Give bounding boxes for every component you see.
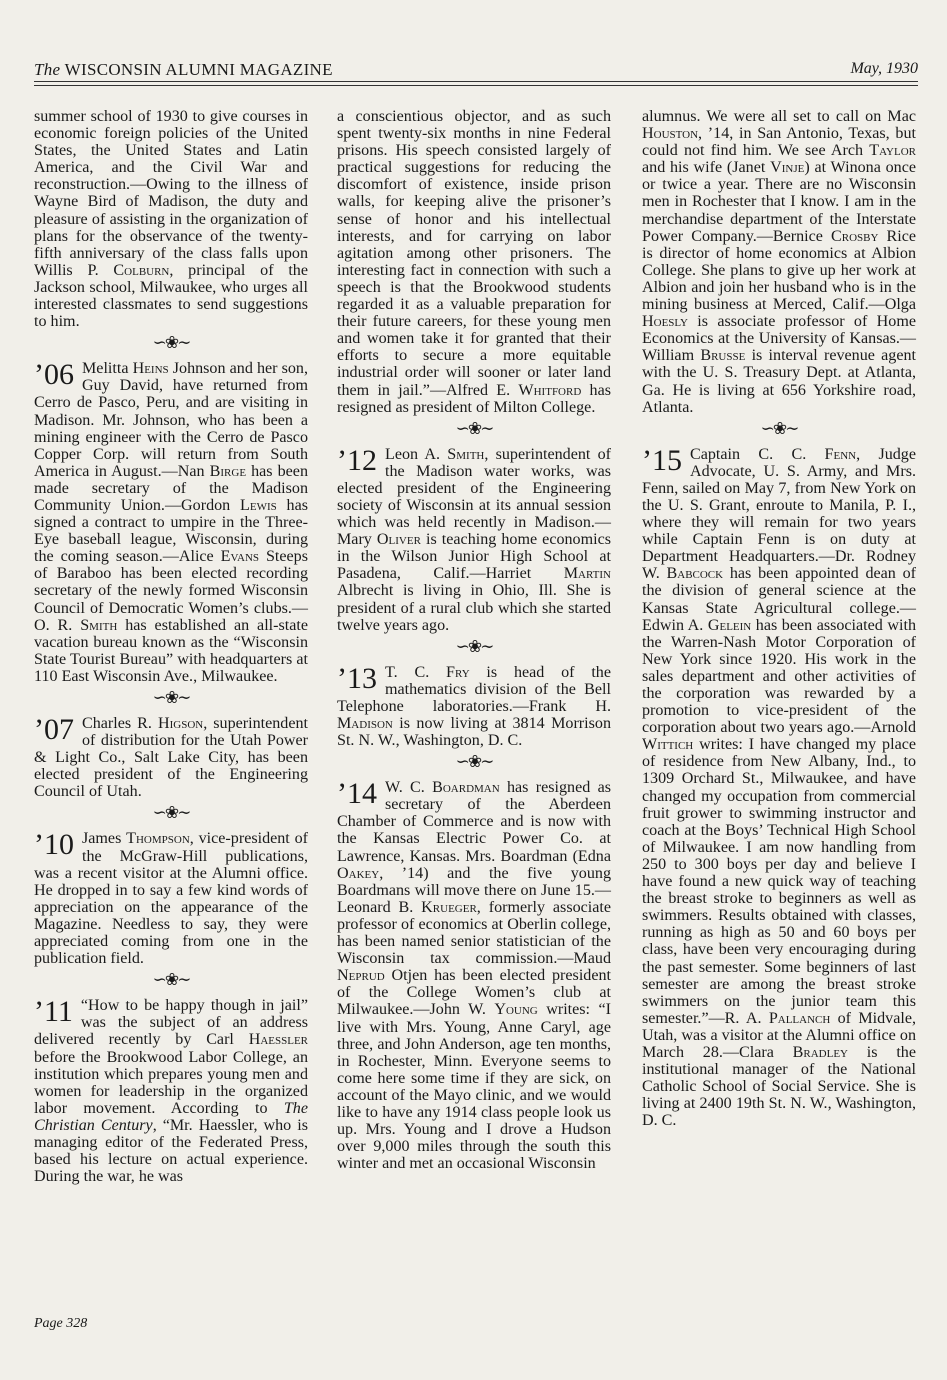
body-text: , Judge Advocate, U. S. Army, and Mrs. Fenn, sailed on May 7, from New York on the U. S. Grant, enroute to Manila, P. I., where they will remain for two years while Captain Fenn is on duty at Department Headquarters.—Dr. Rodney W. [642,445,916,583]
ornament-divider [34,969,308,991]
body-text: , ’14) and the five young Boardmans will move there on June 15.—Leonard B. [337,864,611,916]
person-name: Heins [132,360,169,378]
publication-title: The Christian Century [34,1099,308,1134]
ornament-glyph: ∽❀∼ [455,636,493,656]
body-text: Leon A. [385,445,448,463]
class-note-1910 [34,830,308,967]
body-text: Johnson and her son, Guy David, have returned from Cerro de Pasco, Peru, and are visiting in Madison. Mr. Johnson, who has been a mining engineer with the Cerro de Pasco Copper Corp. will return from South America in August.—Nan [34,360,308,480]
body-text: has resigned as president of Milton College. [337,381,611,416]
class-year-label: ’14 [337,777,377,811]
person-name: Young [494,1001,538,1019]
body-text: has been associated with the Warren-Nash Motor Corporation of New York since 1920. His work in the sales department and other activities of the corporation was rewarded by a promotion to vice-president of the corporation about two years ago.—Arnold [642,616,916,737]
body-text: has established an all-state vacation bureau known as the “Wisconsin State Tourist Bureau” with headquarters at 110 East Wisconsin Ave., Milwaukee. [34,616,308,685]
person-name: Haessler [248,1031,308,1049]
class-year-label: ’11 [34,995,73,1029]
column-2 [337,108,611,1172]
ornament-glyph: ∽❀∼ [760,418,798,438]
class-year-label: ’06 [34,358,74,392]
person-name: Smith [80,616,118,634]
ornament-divider [337,418,611,440]
body-text: has signed a contract to umpire in the Three-Eye baseball league, Wisconsin, during the coming season.—Alice [34,496,308,566]
body-text: , formerly associate professor of economics at Oberlin college, has been named senior statistician of the Wisconsin tax commission.—Maud [337,898,612,968]
body-text: Otjen has been elected president of the College Women’s club at Milwaukee.—John W. [337,967,611,1019]
person-name: Fenn [824,445,857,463]
ornament-divider [34,332,308,354]
person-name: Boardman [432,779,500,797]
class-year-label: ’12 [337,443,377,477]
ornament-glyph: ∽❀∼ [455,418,493,438]
body-text: Albrecht is living in Ohio, Ill. She is president of a rural club which she started twelve years ago. [337,582,611,634]
body-text: W. C. [385,779,433,797]
body-text: is head of the mathematics division of the Bell Telephone laboratories.—Frank H. [337,663,611,715]
person-name: Birge [209,462,247,480]
class-note-1907 [34,715,308,800]
column-3 [642,108,916,1129]
person-name: Fry [446,663,470,681]
person-name: Higson [157,715,204,732]
person-name: Bradley [792,1043,848,1061]
class-note-continued [34,108,308,330]
person-name: Thompson [126,830,190,848]
body-text: has been appointed dean of the division of general science at the Kansas State Agricultural college.—Edwin A. [642,565,917,634]
ornament-glyph: ∽❀∼ [152,333,190,353]
class-year-label: ’07 [34,713,74,746]
body-text: T. C. [385,663,447,681]
class-note-1906 [34,360,308,685]
body-text: Steeps of Baraboo has been elected recording secretary of the newly formed Wisconsin Council of Democratic Women’s clubs.—O. R. [34,548,308,634]
ornament-divider [337,751,611,773]
body-text: before the Brookwood Labor College, an institution which prepares young men and women for leadership in the organized labor movement. According to [34,1048,308,1117]
person-name: Taylor [869,142,916,160]
header-rule-lower [34,85,918,86]
person-name: Whitford [518,381,582,399]
magazine-title: The WISCONSIN ALUMNI MAGAZINE [34,60,333,79]
person-name: Madison [337,715,393,732]
body-text: is the institutional manager of the National Catholic School of Social Service. She is living at 2400 19th St. N. W., Washington, D. C. [642,1043,916,1130]
person-name: Oliver [376,531,421,549]
body-text: is associate professor of Home Economics at the University of Kansas.—William [642,313,916,365]
body-text: summer school of 1930 to give courses in economic foreign policies of the United States, the United States and Latin America, and the Civil War and reconstruction.—Owing to the illness of Wayne Bird of Madison, the duty and pleasure of assisting in the organization of plans for the observance of the twenty-fifth anniversary of the class falls upon Willis P. [34,108,308,279]
class-note-1912 [337,443,611,634]
body-text: of Midvale, Utah, was a visitor at the Alumni office on March 28.—Clara [642,1009,916,1061]
page-header [34,60,918,82]
ornament-glyph: ∽❀∼ [455,752,493,772]
person-name: Brusse [700,347,746,365]
person-name: Lewis [240,496,277,514]
body-text: , vice-president of the McGraw-Hill publications, was a recent visitor at the Alumni office. He dropped in to say a few kind words of appreciation on the appearance of the Magazine. Needless to say, they were appreciated coming from one in the publication field. [34,830,308,968]
person-name: Colburn [113,261,170,279]
class-note-continued [642,108,916,416]
column-1 [34,108,308,1185]
body-text: Melitta [82,360,133,378]
person-name: Crosby [831,227,879,245]
class-year-label: ’13 [337,661,377,695]
ornament-divider [34,687,308,709]
class-year-label: ’10 [34,828,74,862]
body-text: a conscientious objector, and as such spent twenty-six months in nine Federal prisons. His speech consisted largely of practical suggestions for reducing the discomfort of existence, inside prison walls, for keeping alive the prisoner’s sense of honor and his intellectual interests, and for carrying on labor agitation among other prisoners. The interesting fact in connection with such a speech is that the Brookwood students regarded it as a valuable preparation for their future careers, for these young men and women take it for granted that their efforts to secure a more equitable industrial order will sooner or later land them in jail.”—Alfred E. [337,108,611,399]
person-name: Evans [220,548,260,566]
person-name: Houston [642,125,699,143]
body-text: has been made secretary of the Madison Community Union.—Gordon [34,462,308,514]
body-text: Charles R. [82,715,158,732]
page-number: Page 328 [34,1316,88,1331]
class-note-1911 [34,997,308,1185]
person-name: Hoesly [642,313,688,331]
person-name: Neprud [337,967,385,985]
body-text: , ’14, in San Antonio, Texas, but could not find him. We see Arch [642,125,916,160]
person-name: Pallanch [768,1009,831,1027]
person-name: Smith [447,445,485,463]
person-name: Martin [563,565,611,583]
issue-date: May, 1930 [850,60,918,77]
person-name: Krueger [421,898,477,916]
person-name: Gelein [707,616,752,634]
person-name: Vinje [770,159,805,177]
body-text: writes: I have changed my place of residence from New Albany, Ind., to 1309 Orchard St., Milwaukee, and have changed my occupation from commercial fruit grower to swimming instructor and coach at the Boys’ Technical High School of Milwaukee. I am now handling from 250 to 300 boys per day and believe I have found a new quick way of teaching the breast stroke to beginners as well as swimmers. Results obtained with classes, running as high as 50 and 60 boys per class, have been very encouraging during the past semester. Some beginners of last semester are among the breast stroke swimmers on the junior team this semester.”—R. A. [642,736,916,1027]
body-text: , superintendent of the Madison water works, was elected president of the Engineering society of Wisconsin at its annual session which was held recently in Madison.—Mary [337,445,611,549]
body-text: , superintendent of distribution for the Utah Power & Light Co., Salt Lake City, has been elected president of the Engineering Council of Utah. [34,715,309,801]
body-text: Rice is director of home economics at Albion College. She plans to give up her work at Albion and join her husband who is in the mining business at Merced, Calif.—Olga [642,227,916,314]
person-name: Wittich [642,736,694,754]
body-text: has resigned as secretary of the Aberdeen Chamber of Commerce and is now with the Kansas Electric Power Co. at Lawrence, Kansas. Mrs. Boardman (Edna [337,779,611,865]
person-name: Oakey [337,864,380,882]
ornament-glyph: ∽❀∼ [152,803,190,823]
body-text: “How to be happy though in jail” was the subject of an address delivered recently by Carl [34,997,308,1049]
header-rule [34,81,918,82]
class-note-1913 [337,661,611,750]
body-text: , principal of the Jackson school, Milwaukee, who urges all interested classmates to send suggestions to him. [34,261,308,331]
body-text: is interval revenue agent with the U. S. Treasury Dept. at Atlanta, Ga. He is living at 656 Yorkshire road, Atlanta. [642,347,916,416]
body-text: , “Mr. Haessler, who is managing editor of the Federated Press, based his lecture on actual experience. During the war, he was [34,1116,308,1186]
body-text: is teaching home economics in the Wilson Junior High School at Pasadena, Calif.—Harriet [337,531,611,583]
class-note-continued [337,108,611,416]
class-year-label: ’15 [642,443,682,477]
ornament-glyph: ∽❀∼ [152,688,190,707]
body-text: and his wife (Janet [642,159,771,177]
ornament-divider [337,636,611,658]
person-name: Babcock [666,565,724,583]
class-note-1914 [337,779,611,1172]
ornament-glyph: ∽❀∼ [152,970,190,990]
body-text: alumnus. We were all set to call on Mac [642,108,916,125]
body-text: ) at Winona once or twice a year. There are no Wisconsin men in Rochester that I know. I am in the merchandise department of the Interstate Power Company.—Bernice [642,159,917,245]
body-text: James [82,830,127,848]
body-text: is now living at 3814 Morrison St. N. W., Washington, D. C. [337,715,611,750]
ornament-divider [642,418,916,440]
ornament-divider [34,802,308,824]
class-note-1915 [642,443,917,1130]
body-text: Captain C. C. [690,445,825,463]
body-text: writes: “I live with Mrs. Young, Anne Caryl, age three, and John Anderson, age ten months, in Rochester, Minn. Everyone seems to come here some time if they are sick, on account of the Mayo clinic, and we would like to have any 1914 class people look us up. Mrs. Young and I drove a Hudson over 9,000 miles through the south this winter and met an occasional Wisconsin [337,1001,611,1173]
